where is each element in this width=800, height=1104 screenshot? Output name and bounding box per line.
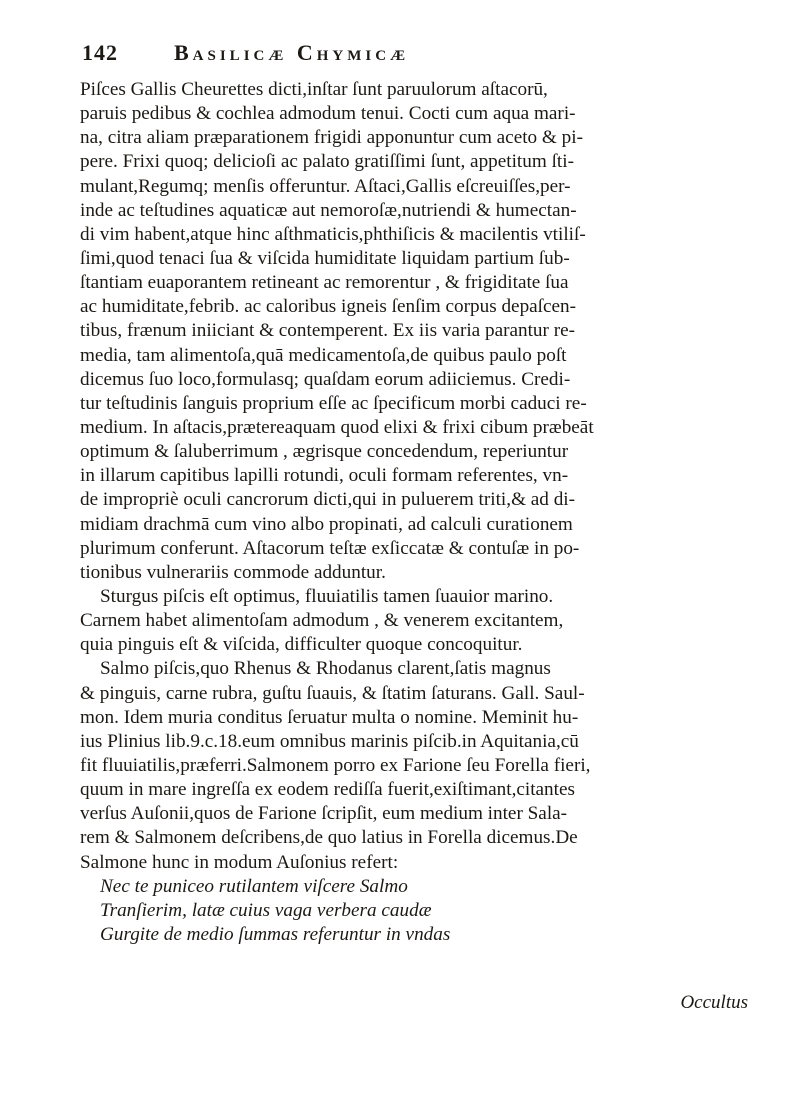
text-line: pere. Frixi quoq; delicioſi ac palato gratiſſimi ſunt, appetitum ſti- bbox=[80, 151, 574, 173]
text-line: de impropriè oculi cancrorum dicti,qui in puluerem triti,& ad di- bbox=[80, 489, 576, 511]
text-line: verſus Auſonii,quos de Farione ſcripſit, eum medium inter Sala- bbox=[80, 803, 568, 825]
text-line: ſimi,quod tenaci ſua & viſcida humiditate liquidam partium ſub- bbox=[80, 247, 570, 269]
text-line: na, citra aliam præparationem frigidi apponuntur cum aceto & pi- bbox=[80, 127, 583, 149]
body-text bbox=[80, 78, 764, 947]
text-line: ſtantiam euaporantem retineant ac remorentur , & frigiditate ſua bbox=[80, 272, 569, 294]
text-line: midiam drachmā cum vino albo propinati, ad calculi curationem bbox=[80, 513, 573, 535]
text-line: Piſces Gallis Cheurettes dicti,inſtar ſunt paruulorum aſtacorū, bbox=[80, 79, 548, 100]
text-line: fit fluuiatilis,præferri.Salmonem porro ex Farione ſeu Forella fieri, bbox=[80, 754, 591, 776]
text-line: mon. Idem muria conditus ſeruatur multa o nomine. Meminit hu- bbox=[80, 706, 579, 728]
text-line: tionibus vulnerariis commode adduntur. bbox=[80, 561, 386, 583]
text-line: Salmone hunc in modum Auſonius refert: bbox=[80, 851, 399, 873]
text-line: rem & Salmonem deſcribens,de quo latius in Forella dicemus.De bbox=[80, 827, 578, 849]
text-line: medium. In aſtacis,prætereaquam quod elixi & frixi cibum præbeāt bbox=[80, 416, 594, 438]
page-header bbox=[82, 40, 762, 76]
text-line: Sturgus piſcis eſt optimus, fluuiatilis tamen ſuauior marino. bbox=[100, 585, 554, 607]
text-line: quum in mare ingreſſa ex eodem rediſſa fuerit,exiſtimant,citantes bbox=[80, 779, 575, 801]
text-line: mulant,Regumq; menſis offeruntur. Aſtaci,Gallis eſcreuiſſes,per- bbox=[80, 175, 571, 197]
text-line: inde ac teſtudines aquaticæ aut nemoroſæ,nutriendi & humectan- bbox=[80, 199, 577, 221]
page-number: 142 bbox=[82, 40, 118, 65]
text-line: dicemus ſuo loco,formulasq; quaſdam eorum adiiciemus. Credi- bbox=[80, 368, 571, 390]
text-line: tibus, frænum iniiciant & contemperent. Ex iis varia parantur re- bbox=[80, 320, 575, 342]
text-line: & pinguis, carne rubra, guſtu ſuauis, & ſtatim ſaturans. Gall. Saul- bbox=[80, 682, 585, 704]
text-line: di vim habent,atque hinc aſthmaticis,phthiſicis & macilentis vtiliſ- bbox=[80, 223, 586, 245]
text-line: Carnem habet alimentoſam admodum , & venerem excitantem, bbox=[80, 610, 564, 632]
running-title: Basilicæ Chymicæ bbox=[174, 40, 410, 65]
text-line: in illarum capitibus lapilli rotundi, oculi formam referentes, vn- bbox=[80, 465, 569, 487]
text-line: Salmo piſcis,quo Rhenus & Rhodanus clarent,ſatis magnus bbox=[100, 658, 551, 680]
catchword: Occultus bbox=[680, 992, 748, 1013]
text-line: paruis pedibus & cochlea admodum tenui. Cocti cum aqua mari- bbox=[80, 103, 576, 125]
text-line: ius Plinius lib.9.c.18.eum omnibus marinis piſcib.in Aquitania,cū bbox=[80, 730, 579, 752]
verse-line: Nec te puniceo rutilantem viſcere Salmo bbox=[100, 875, 408, 897]
text-line: plurimum conferunt. Aſtacorum teſtæ exſiccatæ & contuſæ in po- bbox=[80, 537, 580, 559]
verse-line: Tranſierim, latæ cuius vaga verbera caudæ bbox=[100, 899, 432, 921]
verse-line: Gurgite de medio ſummas referuntur in vndas bbox=[100, 923, 451, 945]
text-line: tur teſtudinis ſanguis proprium eſſe ac ſpecificum morbi caduci re- bbox=[80, 392, 587, 414]
text-line: optimum & ſaluberrimum , ægrisque concedendum, reperiuntur bbox=[80, 441, 569, 463]
text-line: ac humiditate,febrib. ac caloribus igneis ſenſim corpus depaſcen- bbox=[80, 296, 577, 318]
text-line: quia pinguis eſt & viſcida, difficulter quoque concoquitur. bbox=[80, 634, 523, 656]
text-line: media, tam alimentoſa,quā medicamentoſa,de quibus paulo poſt bbox=[80, 344, 567, 366]
